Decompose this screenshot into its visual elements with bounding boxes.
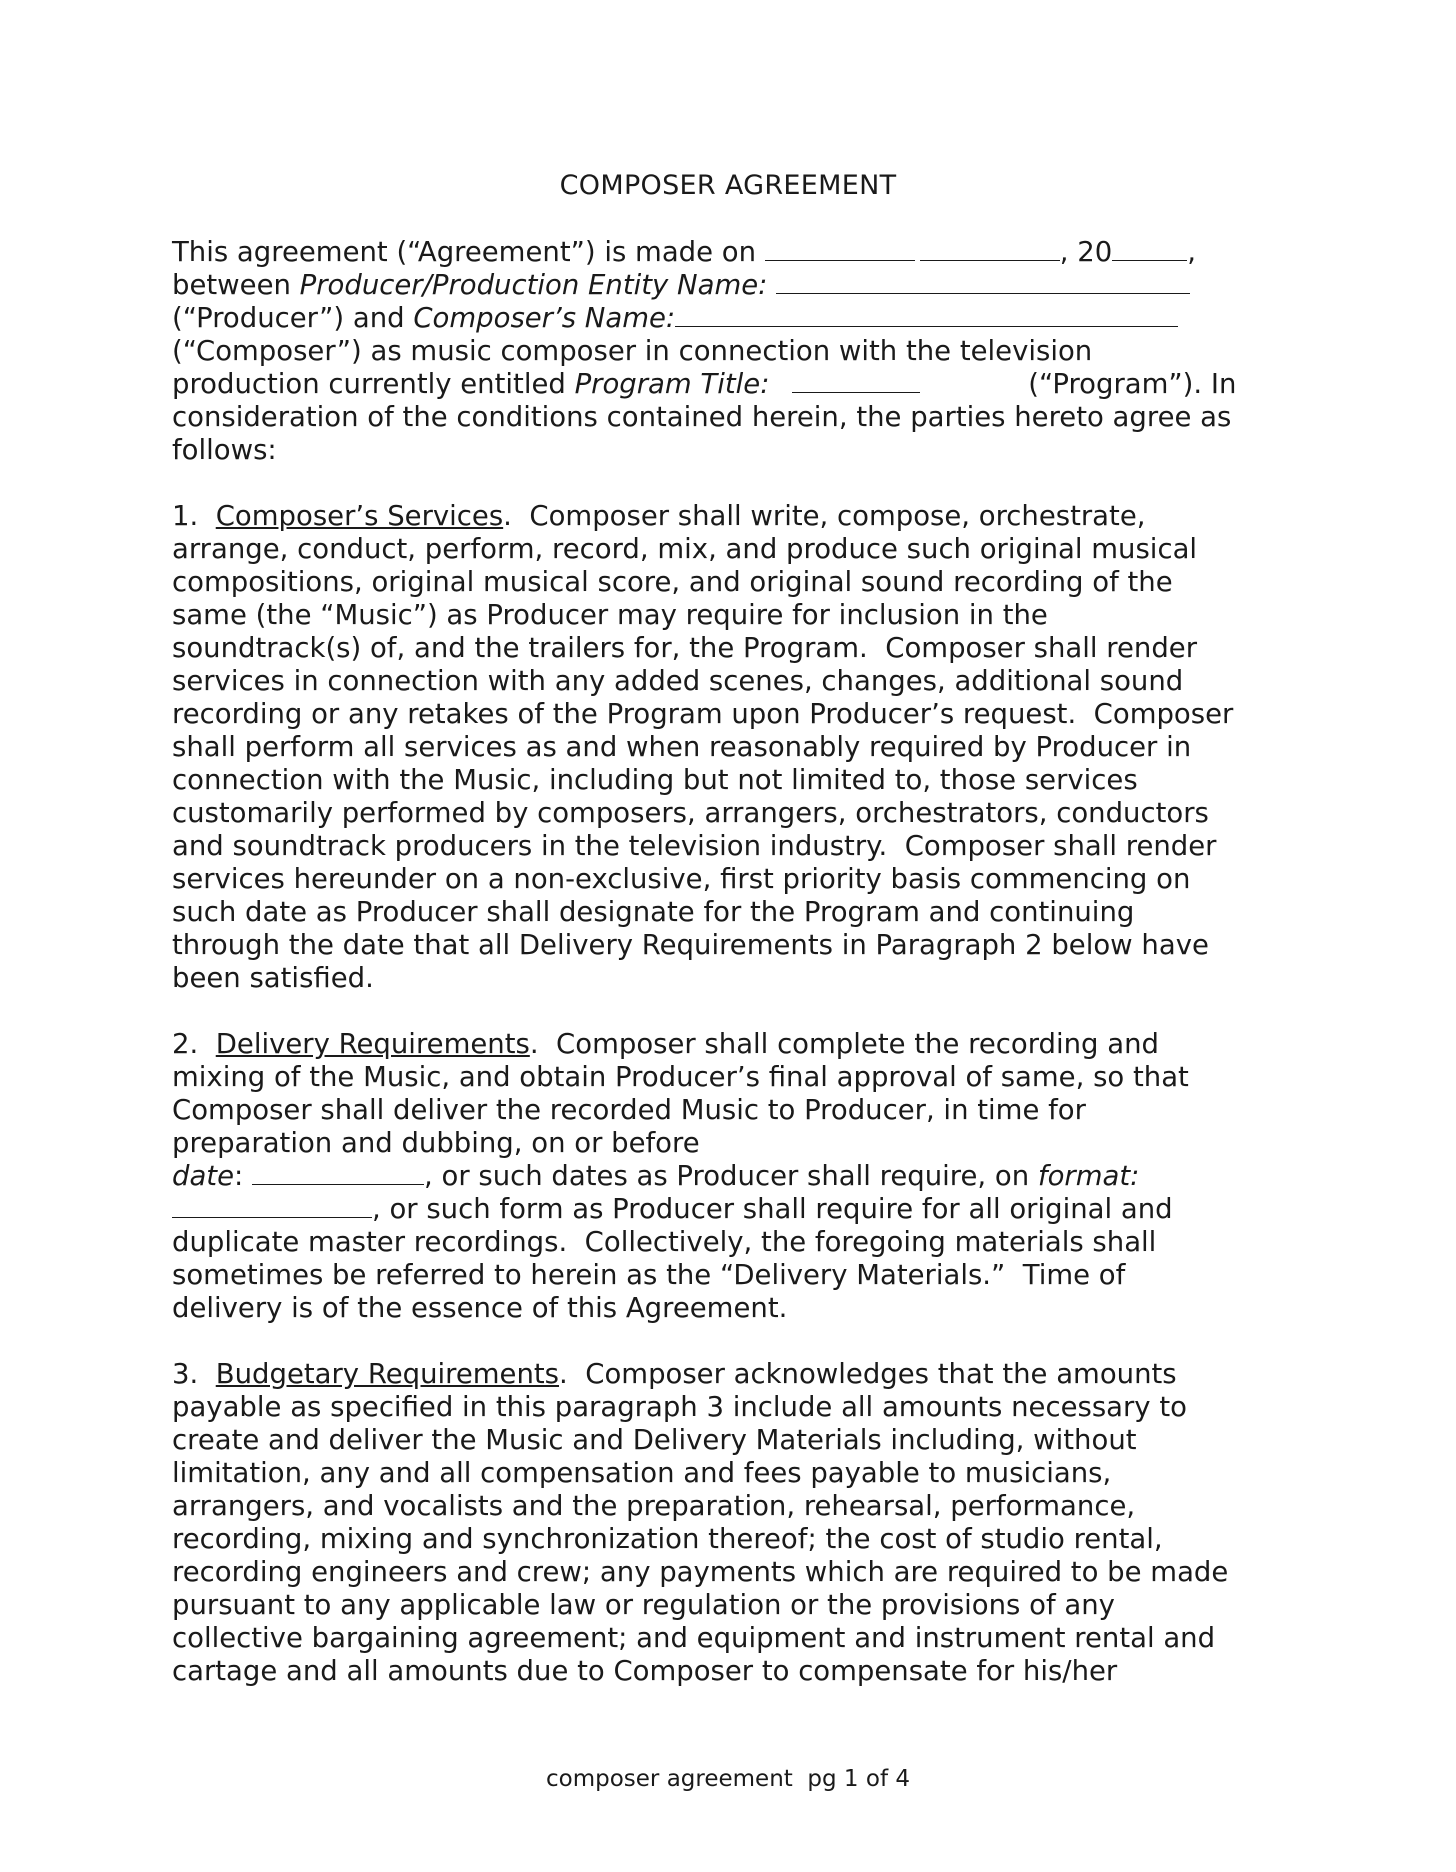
text-line: arrange, conduct, perform, record, mix, and produce such original musical	[172, 533, 1198, 565]
text-line: services hereunder on a non-exclusive, first priority basis commencing on	[172, 863, 1191, 895]
text-line: arrangers, and vocalists and the preparation, rehearsal, performance,	[172, 1490, 1136, 1522]
text-line: connection with the Music, including but not limited to, those services	[172, 764, 1138, 796]
text-line: (“Producer”) and Composer’s Name:	[172, 302, 1292, 335]
blank-delivery-date-field	[252, 1160, 424, 1185]
text-line: recording or any retakes of the Program upon Producer’s request. Composer	[172, 698, 1234, 730]
text-line: such date as Producer shall designate for the Program and continuing	[172, 896, 1135, 928]
text-line: customarily performed by composers, arrangers, orchestrators, conductors	[172, 797, 1209, 829]
text-line: services in connection with any added scenes, changes, additional sound	[172, 665, 1184, 697]
section-heading: Budgetary Requirements	[215, 1358, 560, 1390]
intro-paragraph	[172, 236, 1292, 467]
text-line: production currently entitled Program Title: (“Program”). In	[172, 368, 1237, 400]
text-line: This agreement (“Agreement”) is made on , 20 ,	[172, 236, 1197, 268]
text-line: 1. Composer’s Services. Composer shall write, compose, orchestrate,	[172, 500, 1146, 532]
text-line: shall perform all services as and when reasonably required by Producer in	[172, 731, 1192, 763]
text-line: limitation, any and all compensation and fees payable to musicians,	[172, 1457, 1112, 1489]
page-footer: composer agreement pg 1 of 4	[546, 1766, 910, 1792]
text-line: payable as specified in this paragraph 3 include all amounts necessary to	[172, 1391, 1187, 1423]
text-line: recording, mixing and synchronization thereof; the cost of studio rental,	[172, 1523, 1163, 1555]
text-line: (“Composer”) as music composer in connection with the television	[172, 335, 1093, 367]
section-composers-services	[172, 500, 1292, 995]
text-line: been satisfied.	[172, 962, 374, 994]
document-body	[172, 236, 1292, 1721]
text-line: collective bargaining agreement; and equipment and instrument rental and	[172, 1622, 1216, 1654]
section-heading: Delivery Requirements	[215, 1028, 530, 1060]
text-line: recording engineers and crew; any payments which are required to be made	[172, 1556, 1229, 1588]
text-line: delivery is of the essence of this Agreement.	[172, 1292, 788, 1324]
blank-year-field	[1112, 236, 1187, 261]
text-line: duplicate master recordings. Collectively, the foregoing materials shall	[172, 1226, 1157, 1258]
section-delivery-requirements	[172, 1028, 1292, 1325]
text-line: pursuant to any applicable law or regulation or the provisions of any	[172, 1589, 1115, 1621]
text-line: cartage and all amounts due to Composer to compensate for his/her	[172, 1655, 1118, 1687]
text-line: sometimes be referred to herein as the “Delivery Materials.” Time of	[172, 1259, 1126, 1291]
text-line: soundtrack(s) of, and the trailers for, the Program. Composer shall render	[172, 632, 1198, 664]
text-line: create and deliver the Music and Delivery Materials including, without	[172, 1424, 1137, 1456]
text-line: preparation and dubbing, on or before	[172, 1127, 700, 1159]
section-heading: Composer’s Services	[215, 500, 504, 532]
blank-format-field	[172, 1193, 372, 1218]
blank-date-field	[920, 236, 1060, 261]
text-line: same (the “Music”) as Producer may require for inclusion in the	[172, 599, 1048, 631]
text-line: Composer shall deliver the recorded Music to Producer, in time for	[172, 1094, 1086, 1126]
blank-producer-name-field	[776, 269, 1190, 294]
section-budgetary-requirements	[172, 1358, 1292, 1688]
text-line: , or such form as Producer shall require for all original and	[172, 1193, 1292, 1226]
text-line: compositions, original musical score, and original sound recording of the	[172, 566, 1173, 598]
text-line: through the date that all Delivery Requirements in Paragraph 2 below have	[172, 929, 1209, 961]
text-line: 2. Delivery Requirements. Composer shall complete the recording and	[172, 1028, 1159, 1060]
text-line: follows:	[172, 434, 277, 466]
text-line: mixing of the Music, and obtain Producer’s final approval of same, so that	[172, 1061, 1189, 1093]
text-line: and soundtrack producers in the television industry. Composer shall render	[172, 830, 1217, 862]
text-line: date: , or such dates as Producer shall require, on format:	[172, 1160, 1140, 1192]
document-title: COMPOSER AGREEMENT	[559, 170, 897, 201]
text-line: consideration of the conditions contained herein, the parties hereto agree as	[172, 401, 1232, 433]
text-line: 3. Budgetary Requirements. Composer acknowledges that the amounts	[172, 1358, 1177, 1390]
text-line: between Producer/Production Entity Name:	[172, 269, 1292, 302]
blank-program-title-field	[792, 368, 920, 393]
blank-composer-name-field	[675, 302, 1178, 327]
blank-date-field	[765, 236, 915, 261]
